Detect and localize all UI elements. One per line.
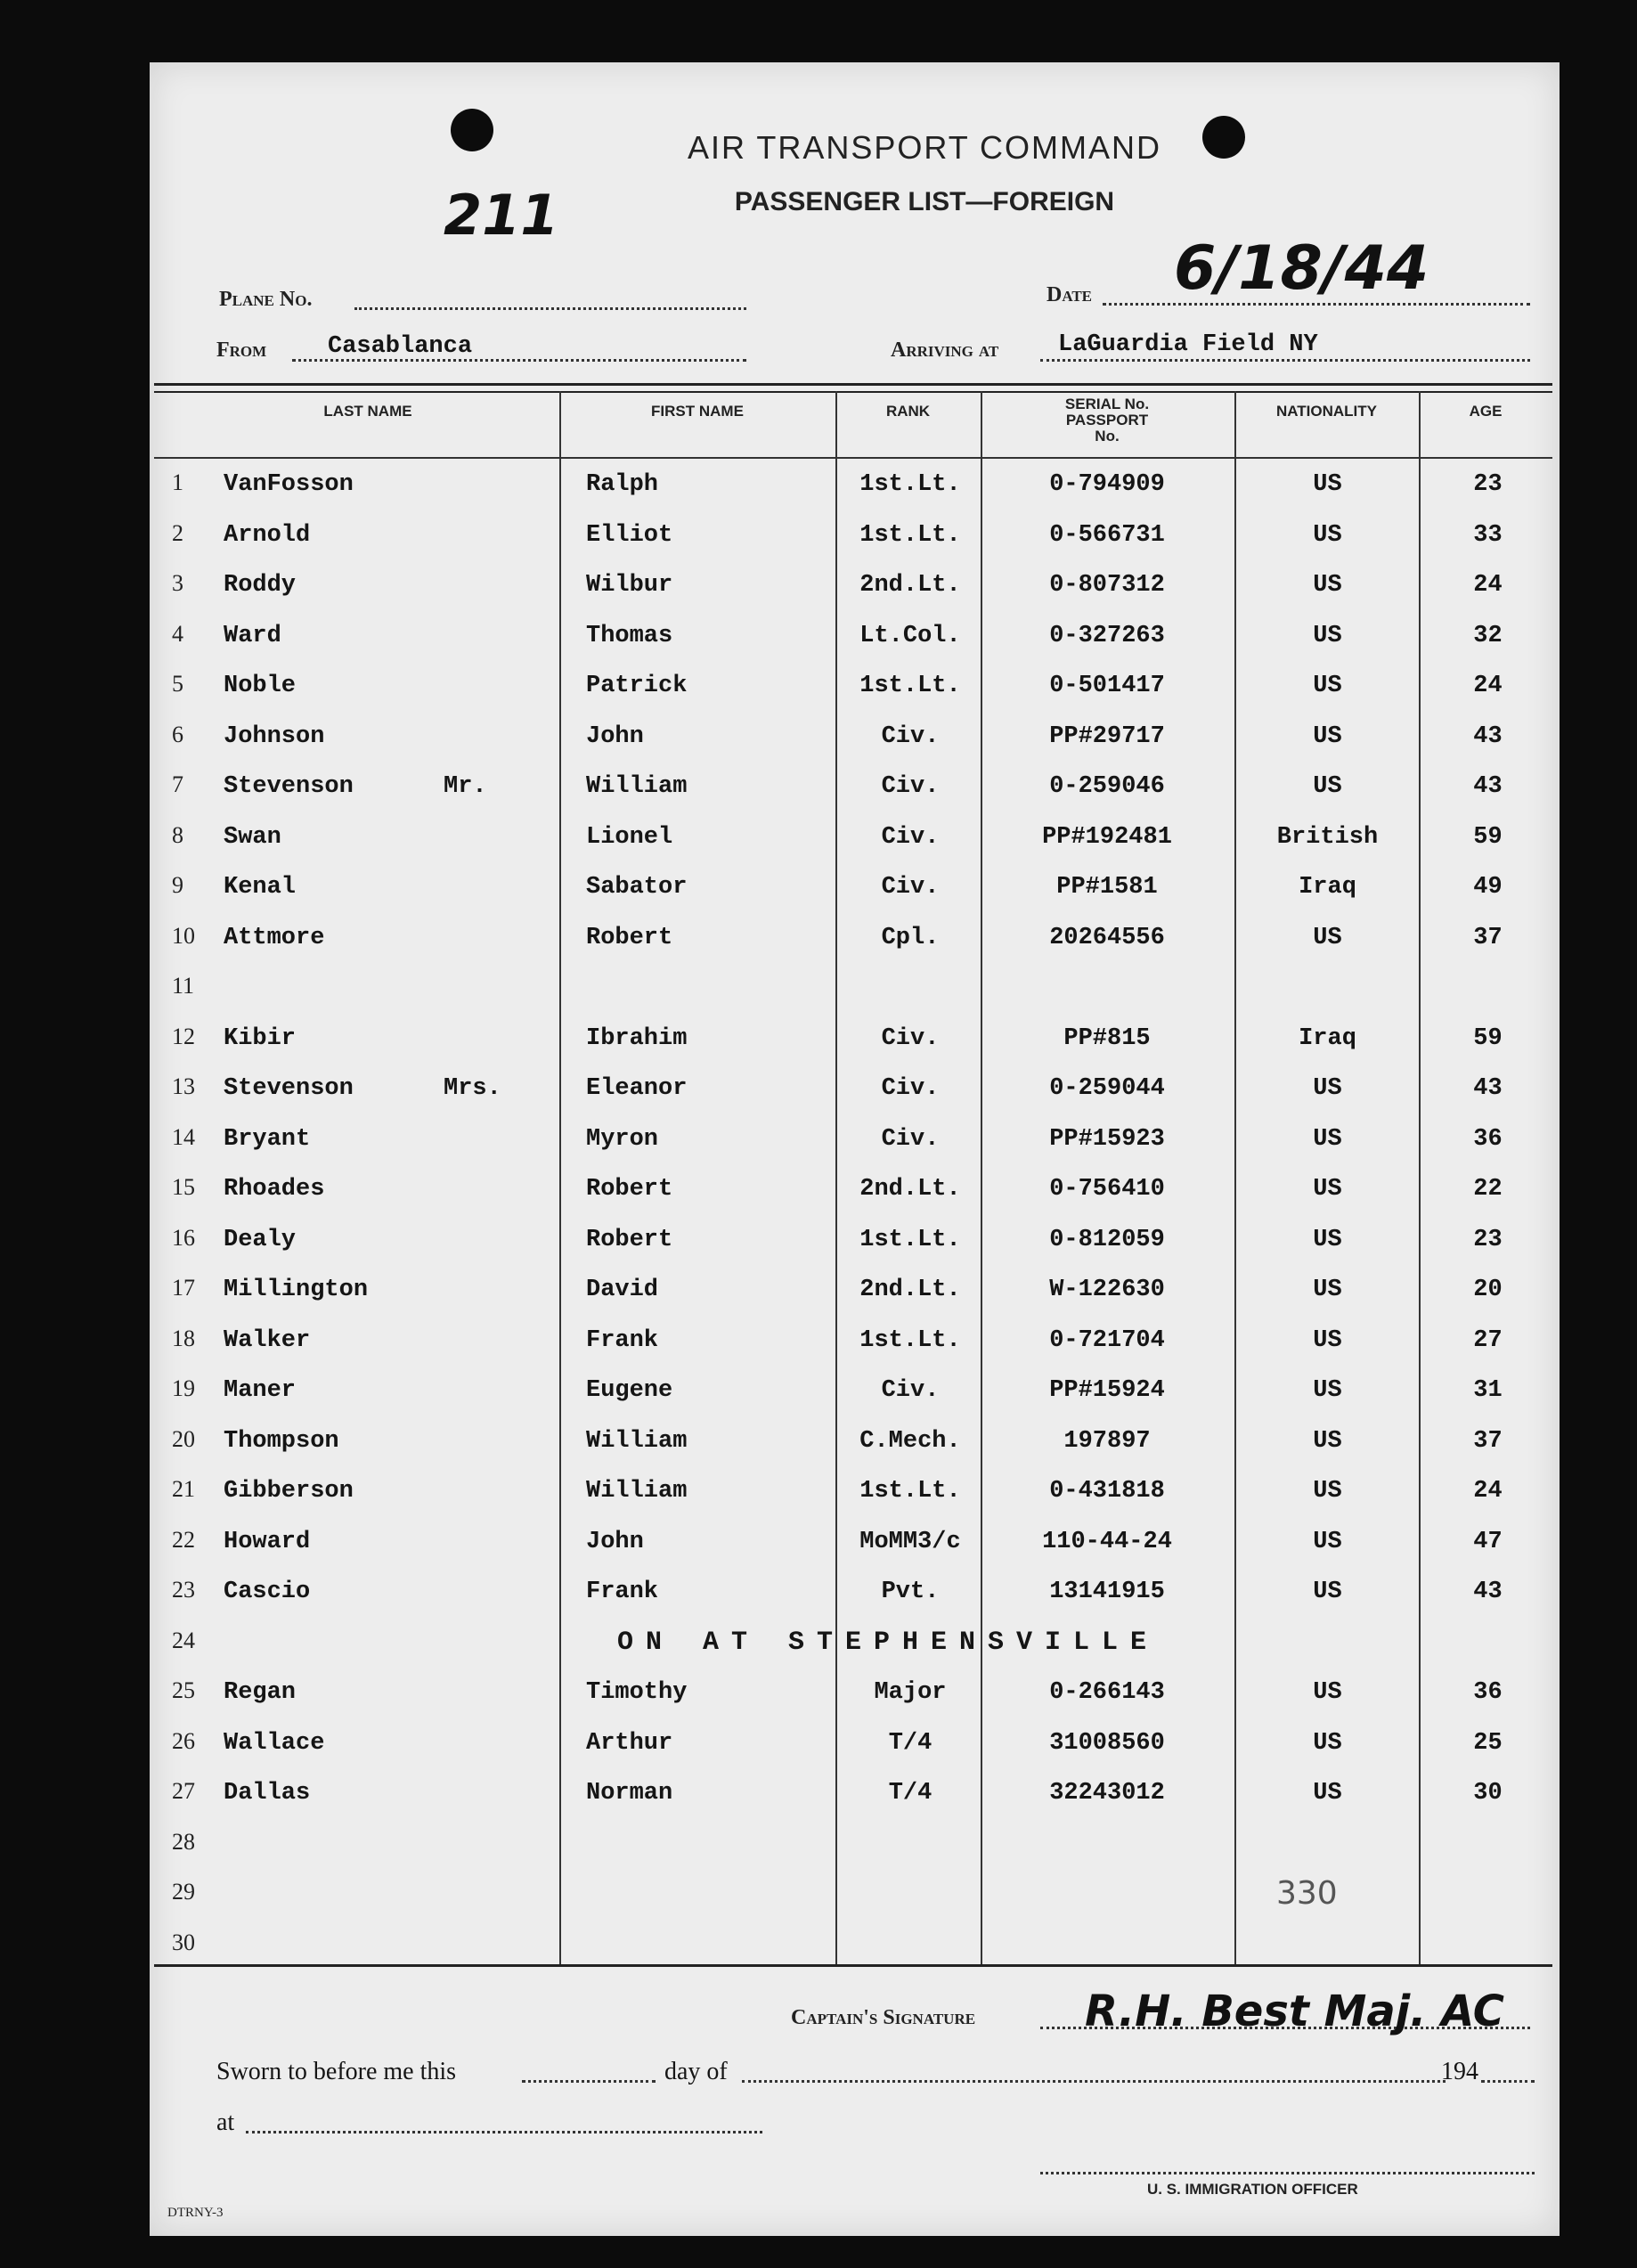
cell-age: 49	[1473, 874, 1503, 901]
cell-serial: PP#15923	[1049, 1125, 1165, 1153]
from-label: From	[216, 339, 267, 362]
cell-last-name: Noble	[224, 673, 297, 699]
cell-age: 36	[1473, 1125, 1503, 1153]
table-row	[154, 1516, 1552, 1566]
passenger-list-sheet	[150, 62, 1560, 2236]
row-number: 23	[172, 1577, 195, 1603]
cell-nationality: US	[1313, 1075, 1342, 1102]
cell-serial: 0-794909	[1049, 471, 1165, 498]
cell-first-name: John	[586, 722, 644, 750]
cell-last-name: Dallas	[224, 1780, 311, 1807]
table-row	[154, 711, 1552, 761]
cell-rank: Civ.	[881, 773, 940, 800]
cell-age: 31	[1473, 1377, 1503, 1404]
from-value: Casablanca	[328, 333, 473, 360]
table-row	[154, 1818, 1552, 1868]
cell-nationality: US	[1313, 1780, 1342, 1807]
table-row	[154, 1264, 1552, 1314]
cell-nationality: US	[1313, 773, 1342, 800]
cell-first-name: Ralph	[586, 471, 659, 498]
cell-serial: 20264556	[1049, 924, 1165, 951]
plane-no-line	[354, 307, 746, 310]
cell-rank: 1st.Lt.	[859, 1478, 961, 1505]
cell-serial: PP#29717	[1049, 722, 1165, 750]
cell-nationality: US	[1313, 1125, 1342, 1153]
table-row	[154, 912, 1552, 962]
cell-first-name: Frank	[586, 1579, 659, 1605]
cell-last-name: Rhoades	[224, 1176, 325, 1203]
cell-rank: 1st.Lt.	[859, 521, 961, 549]
plane-no-label: Plane No.	[219, 288, 313, 311]
cell-last-name: Regan	[224, 1679, 297, 1706]
cell-rank: 2nd.Lt.	[859, 572, 961, 599]
cell-first-name: Arthur	[586, 1729, 673, 1757]
cell-nationality: US	[1313, 1176, 1342, 1203]
cell-serial: 0-812059	[1049, 1226, 1165, 1253]
cell-nationality: US	[1313, 1528, 1342, 1555]
form-title: AIR TRANSPORT COMMAND	[687, 129, 1162, 166]
cell-last-name: Cascio	[224, 1579, 311, 1605]
cell-rank: T/4	[888, 1780, 933, 1807]
at-line	[246, 2131, 762, 2133]
form-subtitle: PASSENGER LIST—FOREIGN	[734, 187, 1115, 216]
cell-rank: Lt.Col.	[859, 622, 961, 649]
cell-age: 43	[1473, 773, 1503, 800]
cell-age: 59	[1473, 1024, 1503, 1052]
table-row	[154, 1013, 1552, 1063]
cell-nationality: US	[1313, 1478, 1342, 1505]
table-row	[154, 1868, 1552, 1918]
row-number: 6	[172, 721, 183, 747]
cell-rank: T/4	[888, 1729, 933, 1757]
cell-rank: Civ.	[881, 1024, 940, 1052]
cell-serial: 197897	[1063, 1427, 1151, 1455]
cell-serial: PP#1581	[1056, 874, 1158, 901]
cell-last-name: Millington	[224, 1277, 369, 1303]
year-label: 194	[1441, 2058, 1478, 2085]
col-header-last-name: LAST NAME	[323, 403, 412, 420]
table-row	[154, 1465, 1552, 1515]
cell-age: 43	[1473, 1075, 1503, 1102]
cell-first-name: Robert	[586, 1176, 673, 1203]
cell-age: 23	[1473, 1226, 1503, 1253]
cell-serial: 0-266143	[1049, 1679, 1165, 1706]
table-row	[154, 1315, 1552, 1365]
row-number: 2	[172, 519, 183, 546]
cell-age: 43	[1473, 722, 1503, 750]
cell-rank: Cpl.	[881, 924, 940, 951]
cell-last-name: Swan	[224, 823, 281, 851]
cell-first-name: Sabator	[586, 874, 688, 901]
row-number: 7	[172, 771, 183, 797]
cell-nationality: US	[1313, 1679, 1342, 1706]
cell-title: Mrs.	[444, 1075, 501, 1102]
row-number: 22	[172, 1526, 195, 1553]
cell-rank: Civ.	[881, 1377, 940, 1404]
cell-nationality: US	[1313, 673, 1342, 699]
cell-first-name: Myron	[586, 1125, 659, 1153]
cell-rank: 1st.Lt.	[859, 673, 961, 699]
cell-serial: PP#15924	[1049, 1377, 1165, 1404]
cell-rank: 1st.Lt.	[859, 471, 961, 498]
cell-rank: Civ.	[881, 1125, 940, 1153]
cell-nationality: US	[1313, 1326, 1342, 1354]
cell-age: 36	[1473, 1679, 1503, 1706]
row-number: 11	[172, 973, 195, 999]
cell-serial: 0-327263	[1049, 622, 1165, 649]
row-number: 4	[172, 620, 183, 647]
cell-title: Mr.	[444, 773, 487, 800]
table-row	[154, 1667, 1552, 1717]
table-row	[154, 1365, 1552, 1415]
row-number: 16	[172, 1224, 195, 1251]
cell-age: 20	[1473, 1277, 1503, 1303]
row-number: 18	[172, 1325, 195, 1351]
cell-last-name: Gibberson	[224, 1478, 354, 1505]
form-code: DTRNY-3	[167, 2206, 224, 2220]
cell-rank: Civ.	[881, 722, 940, 750]
col-header-nationality: NATIONALITY	[1275, 403, 1377, 420]
col-header-age: AGE	[1469, 403, 1503, 420]
cell-age: 33	[1473, 521, 1503, 549]
cell-nationality: US	[1313, 1277, 1342, 1303]
cell-rank: Major	[874, 1679, 947, 1706]
arriving-value: LaGuardia Field NY	[1058, 331, 1318, 358]
cell-age: 30	[1473, 1780, 1503, 1807]
row-number: 9	[172, 872, 183, 898]
cell-serial: 110-44-24	[1042, 1528, 1172, 1555]
cell-serial: 32243012	[1049, 1780, 1165, 1807]
row-number: 14	[172, 1123, 195, 1150]
cell-first-name: Thomas	[586, 622, 673, 649]
table-row	[154, 1617, 1552, 1667]
table-row	[154, 1767, 1552, 1817]
cell-age: 24	[1473, 673, 1503, 699]
cell-age: 25	[1473, 1729, 1503, 1757]
cell-serial: 0-566731	[1049, 521, 1165, 549]
cell-last-name: Thompson	[224, 1427, 339, 1455]
cell-age: 59	[1473, 823, 1503, 851]
cell-last-name: Bryant	[224, 1125, 311, 1153]
cell-nationality: US	[1313, 521, 1342, 549]
passenger-table	[154, 383, 1552, 1967]
cell-first-name: Eleanor	[586, 1075, 688, 1102]
cell-first-name: John	[586, 1528, 644, 1555]
col-header-rank: RANK	[885, 403, 931, 420]
sworn-day-line	[522, 2080, 656, 2083]
table-row	[154, 1566, 1552, 1616]
cell-serial: 0-807312	[1049, 572, 1165, 599]
date-value: 6/18/44	[1174, 233, 1429, 304]
table-row	[154, 610, 1552, 660]
table-row	[154, 1214, 1552, 1264]
cell-nationality: British	[1276, 823, 1379, 851]
cell-nationality: US	[1313, 1579, 1342, 1605]
cell-last-name: Ward	[224, 622, 281, 649]
row-number: 3	[172, 570, 183, 596]
cell-serial: PP#815	[1063, 1024, 1151, 1052]
cell-first-name: William	[586, 1478, 688, 1505]
row-number: 1	[172, 469, 183, 495]
plane-no-value: 211	[444, 183, 559, 248]
cell-rank: C.Mech.	[859, 1427, 961, 1455]
cell-rank: Civ.	[881, 874, 940, 901]
cell-age: 37	[1473, 924, 1503, 951]
cell-rank: Civ.	[881, 1075, 940, 1102]
cell-first-name: David	[586, 1277, 659, 1303]
cell-nationality: US	[1313, 1729, 1342, 1757]
cell-last-name: Kibir	[224, 1024, 297, 1052]
row-number: 30	[172, 1929, 195, 1955]
cell-nationality: Iraq	[1299, 1024, 1356, 1052]
row-number: 29	[172, 1879, 195, 1905]
sworn-label: Sworn to before me this	[216, 2058, 457, 2085]
cell-first-name: William	[586, 1427, 688, 1455]
row-number: 27	[172, 1778, 195, 1804]
cell-serial: W-122630	[1049, 1277, 1165, 1303]
arriving-line	[1040, 359, 1530, 362]
table-row	[154, 1717, 1552, 1767]
cell-nationality: US	[1313, 924, 1342, 951]
cell-nationality: US	[1313, 1226, 1342, 1253]
table-row	[154, 1063, 1552, 1113]
sworn-year-line	[1481, 2080, 1535, 2083]
table-row	[154, 559, 1552, 609]
row-number: 20	[172, 1425, 195, 1452]
immigration-officer-label: U. S. IMMIGRATION OFFICER	[1147, 2181, 1358, 2198]
cell-last-name: Wallace	[224, 1729, 325, 1757]
cell-serial: 31008560	[1049, 1729, 1165, 1757]
table-row	[154, 812, 1552, 861]
table-row	[154, 660, 1552, 710]
cell-last-name: Stevenson	[224, 1075, 354, 1102]
cell-last-name: Roddy	[224, 572, 297, 599]
cell-age: 22	[1473, 1176, 1503, 1203]
col-header-serial: SERIAL No. PASSPORT No.	[1064, 396, 1150, 445]
cell-age: 24	[1473, 572, 1503, 599]
cell-first-name: William	[586, 773, 688, 800]
cell-serial: 0-756410	[1049, 1176, 1165, 1203]
cell-first-name: Eugene	[586, 1377, 673, 1404]
cell-nationality: US	[1313, 622, 1342, 649]
cell-rank: Pvt.	[881, 1579, 940, 1605]
table-row	[154, 1415, 1552, 1465]
pencil-note: 330	[1276, 1875, 1338, 1912]
arriving-label: Arriving at	[891, 339, 999, 362]
cell-last-name: Walker	[224, 1326, 311, 1354]
cell-first-name: Norman	[586, 1780, 673, 1807]
row-number: 15	[172, 1174, 195, 1200]
cell-rank: 2nd.Lt.	[859, 1176, 961, 1203]
cell-serial: 0-259046	[1049, 773, 1165, 800]
cell-serial: 0-259044	[1049, 1075, 1165, 1102]
table-row	[154, 861, 1552, 911]
cell-rank: 1st.Lt.	[859, 1326, 961, 1354]
cell-nationality: Iraq	[1299, 874, 1356, 901]
cell-rank: MoMM3/c	[859, 1528, 961, 1555]
cell-age: 43	[1473, 1579, 1503, 1605]
cell-serial: 0-721704	[1049, 1326, 1165, 1354]
cell-first-name: Patrick	[586, 673, 688, 699]
row-number: 26	[172, 1727, 195, 1754]
table-row	[154, 510, 1552, 559]
table-row	[154, 761, 1552, 811]
cell-nationality: US	[1313, 572, 1342, 599]
day-of-label: day of	[664, 2058, 728, 2085]
punch-hole	[451, 109, 493, 151]
table-row	[154, 1114, 1552, 1163]
officer-line	[1040, 2172, 1535, 2174]
table-row	[154, 1919, 1552, 1969]
row-number: 25	[172, 1677, 195, 1703]
section-subheading: ON AT STEPHENSVILLE	[617, 1627, 1160, 1658]
cell-age: 32	[1473, 622, 1503, 649]
cell-first-name: Ibrahim	[586, 1024, 688, 1052]
cell-nationality: US	[1313, 471, 1342, 498]
row-number: 13	[172, 1073, 195, 1099]
cell-age: 27	[1473, 1326, 1503, 1354]
cell-first-name: Robert	[586, 924, 673, 951]
row-number: 10	[172, 922, 195, 949]
cell-rank: Civ.	[881, 823, 940, 851]
col-header-first-name: FIRST NAME	[651, 403, 744, 420]
cell-last-name: Stevenson	[224, 773, 354, 800]
table-row	[154, 962, 1552, 1012]
cell-first-name: Wilbur	[586, 572, 673, 599]
row-number: 24	[172, 1627, 195, 1653]
cell-first-name: Robert	[586, 1226, 673, 1253]
row-number: 19	[172, 1375, 195, 1401]
cell-age: 47	[1473, 1528, 1503, 1555]
cell-nationality: US	[1313, 1427, 1342, 1455]
cell-serial: PP#192481	[1042, 823, 1172, 851]
cell-age: 23	[1473, 471, 1503, 498]
cell-last-name: Dealy	[224, 1226, 297, 1253]
cell-last-name: Arnold	[224, 521, 311, 549]
cell-first-name: Timothy	[586, 1679, 688, 1706]
date-label: Date	[1047, 283, 1093, 306]
cell-age: 37	[1473, 1427, 1503, 1455]
row-number: 21	[172, 1476, 195, 1502]
cell-last-name: Attmore	[224, 924, 325, 951]
row-number: 28	[172, 1828, 195, 1855]
row-number: 5	[172, 671, 183, 697]
cell-first-name: Elliot	[586, 521, 673, 549]
cell-age: 24	[1473, 1478, 1503, 1505]
at-label: at	[216, 2109, 235, 2136]
captain-signature-label: Captain's Signature	[791, 2006, 976, 2029]
row-number: 8	[172, 821, 183, 848]
cell-first-name: Lionel	[586, 823, 673, 851]
cell-last-name: Howard	[224, 1528, 311, 1555]
cell-rank: 1st.Lt.	[859, 1226, 961, 1253]
cell-rank: 2nd.Lt.	[859, 1277, 961, 1303]
cell-first-name: Frank	[586, 1326, 659, 1354]
captain-signature: R.H. Best Maj. AC	[1085, 1987, 1505, 2036]
cell-last-name: VanFosson	[224, 471, 354, 498]
cell-nationality: US	[1313, 1377, 1342, 1404]
cell-last-name: Johnson	[224, 722, 325, 750]
cell-serial: 13141915	[1049, 1579, 1165, 1605]
row-number: 12	[172, 1023, 195, 1049]
cell-last-name: Kenal	[224, 874, 297, 901]
cell-last-name: Maner	[224, 1377, 297, 1404]
table-row	[154, 459, 1552, 509]
cell-serial: 0-501417	[1049, 673, 1165, 699]
row-number: 17	[172, 1275, 195, 1301]
cell-serial: 0-431818	[1049, 1478, 1165, 1505]
table-row	[154, 1163, 1552, 1213]
sworn-month-line	[742, 2080, 1446, 2083]
cell-nationality: US	[1313, 722, 1342, 750]
